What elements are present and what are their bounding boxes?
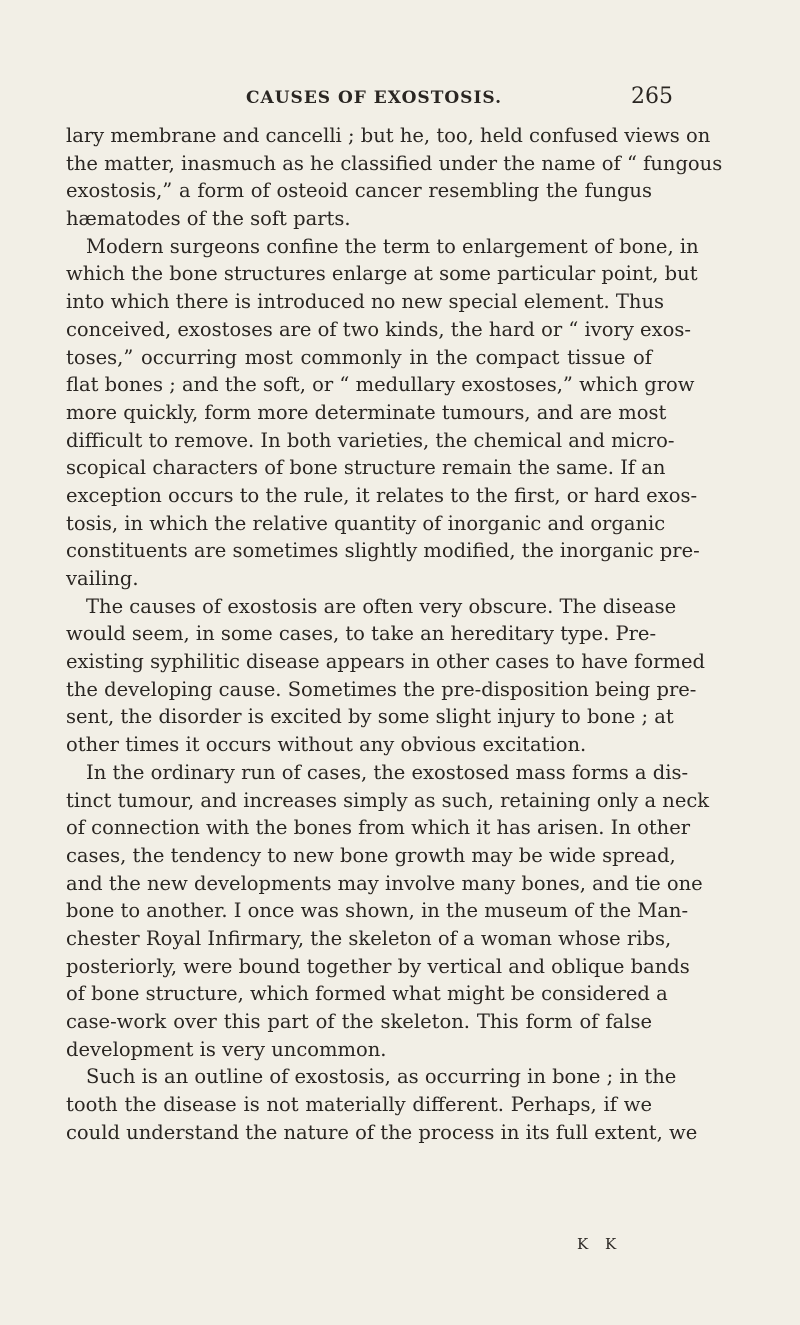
text-line: difficult to remove. In both varieties, the chemical and micro- (66, 428, 675, 452)
text-line: of connection with the bones from which it has arisen. In other (66, 816, 691, 840)
text-line: bone to another. I once was shown, in the museum of the Man- (66, 899, 689, 923)
text-line: hæmatodes of the soft parts. (66, 207, 351, 231)
text-line: scopical characters of bone structure remain the same. If an (66, 456, 666, 480)
text-line: tooth the disease is not materially different. Perhaps, if we (66, 1093, 652, 1117)
text-line: vailing. (66, 567, 139, 590)
text-line: posteriorly, were bound together by vertical and oblique bands (66, 954, 690, 978)
running-head (0, 86, 800, 116)
text-line: more quickly, form more determinate tumours, and are most (66, 400, 667, 424)
running-title: CAUSES OF EXOSTOSIS. (246, 88, 502, 108)
text-line: existing syphilitic disease appears in other cases to have formed (66, 650, 705, 674)
body-text (66, 122, 723, 1146)
text-line: Such is an outline of exostosis, as occurring in bone ; in the (86, 1065, 677, 1089)
text-line: development is very uncommon. (66, 1037, 387, 1061)
text-line: and the new developments may involve many bones, and tie one (66, 871, 703, 895)
text-line: lary membrane and cancelli ; but he, too, held confused views on (66, 124, 711, 147)
text-line: flat bones ; and the soft, or “ medullary exostoses,” which grow (66, 373, 695, 397)
text-line: could understand the nature of the process in its full extent, we (66, 1120, 698, 1144)
text-line: other times it occurs without any obvious excitation. (66, 733, 587, 757)
text-line: toses,” occurring most commonly in the compact tissue of (66, 345, 652, 369)
text-line: exception occurs to the rule, it relates to the first, or hard exos- (66, 483, 698, 507)
text-line: tosis, in which the relative quantity of inorganic and organic (66, 511, 666, 535)
text-line: chester Royal Infirmary, the skeleton of a woman whose ribs, (66, 926, 672, 950)
text-line: cases, the tendency to new bone growth may be wide spread, (66, 843, 676, 867)
text-line: case-work over this part of the skeleton. This form of false (66, 1010, 652, 1033)
text-line: into which there is introduced no new special element. Thus (66, 290, 665, 314)
text-line: of bone structure, which formed what might be considered a (66, 982, 668, 1006)
text-line: conceived, exostoses are of two kinds, the hard or “ ivory exos- (66, 317, 691, 341)
page-number: 265 (631, 84, 673, 109)
text-line: In the ordinary run of cases, the exostosed mass forms a dis- (86, 760, 689, 784)
text-line: Modern surgeons confine the term to enlargement of bone, in (86, 234, 699, 258)
text-line: sent, the disorder is excited by some slight injury to bone ; at (66, 705, 674, 729)
text-line: the developing cause. Sometimes the pre-disposition being pre- (66, 677, 697, 701)
text-line: would seem, in some cases, to take an hereditary type. Pre- (66, 622, 657, 646)
text-line: exostosis,” a form of osteoid cancer resembling the fungus (66, 179, 652, 203)
text-line: the matter, inasmuch as he classified under the name of “ fungous (66, 151, 723, 175)
signature-mark: K K (577, 1235, 623, 1253)
text-line: constituents are sometimes slightly modified, the inorganic pre- (66, 539, 700, 563)
text-line: The causes of exostosis are often very obscure. The disease (86, 594, 677, 618)
text-line: tinct tumour, and increases simply as such, retaining only a neck (66, 788, 710, 812)
text-line: which the bone structures enlarge at some particular point, but (66, 262, 698, 286)
